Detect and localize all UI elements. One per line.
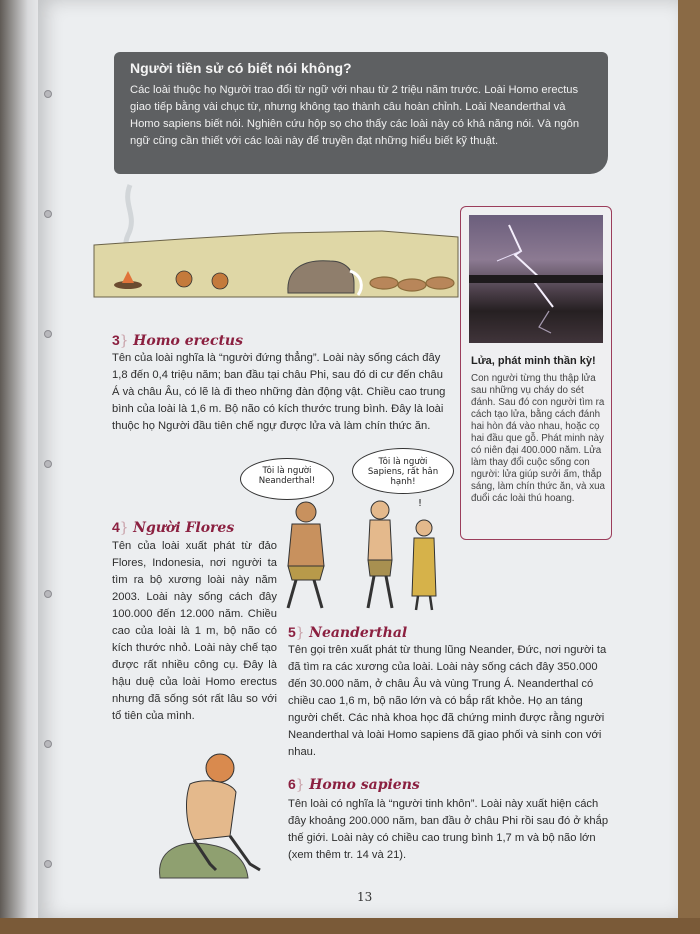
section-text: Tên gọi trên xuất phát từ thung lũng Neander, Đức, nơi người ta đã tìm ra các xương của loài. Loài này sống cách đây 350.000 đến 30.000 năm, ở châu Âu và vùng Trung Á. Neanderthal có chiều cao 1,6 m, bộ não lớn và có bắp rất khỏe. Họ an táng người chết. Các nhà khoa học đã chứng minh được rằng người Neanderthal và loài Homo sapiens đã giao phối và sinh con với nhau. [288, 644, 607, 758]
info-box-text: Các loài thuộc họ Người trao đổi từ ngữ với nhau từ 2 triệu năm trước. Loài Homo erectus giao tiếp bằng vài chục từ, nhưng không tạo thành câu hoàn chỉnh. Loài Neanderthal và Homo sapiens biết nói. Nghiên cứu hộp sọ cho thấy các loài này có khả năng nói. Và ngôn ngữ cũng cần thiết với các loài này để truyền đạt những hiểu biết kỹ thuật. [130, 84, 580, 147]
section-title: Homo erectus [133, 333, 243, 349]
section-heading: 3} Homo erectus [112, 332, 243, 349]
speech-bubble-sapiens: Tôi là người Sapiens, rất hân hạnh! [352, 448, 454, 494]
binding-stitch [44, 90, 52, 98]
section-heading: 6} Homo sapiens [288, 776, 420, 793]
section-title: Người Flores [133, 520, 235, 536]
binding-stitch [44, 330, 52, 338]
sidebar-title: Lửa, phát minh thần kỳ! [471, 355, 596, 367]
info-box-title: Người tiền sử có biết nói không? [130, 60, 352, 76]
section-heading: 4} Người Flores [112, 519, 235, 536]
page-number: 13 [357, 890, 373, 904]
section-text: Tên của loài xuất phát từ đảo Flores, Indonesia, nơi người ta tìm ra bộ xương loài này năm 2003. Loài này sống cách đây 100.000 đến 12.000 năm. Chiều cao của loài là 1 m, bộ não có kích thước nhỏ. Loài này chế tạo được rất nhiều công cụ. Đây là hậu duệ của loài Homo erectus nhưng đã sống sót rất lâu so với tổ tiên của mình. [112, 540, 277, 722]
sidebar-text: Con người từng thu thập lửa sau những vụ cháy do sét đánh. Sau đó con người tìm ra cách tạo lửa, bằng cách đánh hai hòn đá vào nhau, hoặc cọ hai đầu que gỗ. Phát minh này có niên đại 400.000 năm. Lửa làm thay đổi cuộc sống con người: lửa giúp sưởi ấm, thắp sáng, làm chín thức ăn, và xua đuổi các loài thú hoang. [471, 373, 605, 504]
section-text: Tên của loài nghĩa là “người đứng thẳng”. Loài này sống cách đây 1,8 đến 0,4 triệu năm; ban đầu tại châu Phi, sau đó di cư đến châu Á và châu Âu, có lẽ là đi theo những đàn động vật. Chiều cao trung bình của loài là 1,6 m. Bộ não có kích thước trung bình. Đây là loài thuộc họ Người đầu tiên chế ngự được lửa và làm chín thức ăn. [112, 352, 446, 432]
section-title: Homo sapiens [309, 777, 420, 793]
thinker-illustration [150, 740, 280, 880]
speech-bubble-neanderthal: Tôi là người Neanderthal! [240, 458, 334, 500]
fire-sidebar [460, 206, 612, 540]
lightning-photo [469, 215, 603, 343]
three-humans-illustration [268, 496, 448, 614]
binding-stitch [44, 740, 52, 748]
binding-stitch [44, 210, 52, 218]
binding-stitch [44, 860, 52, 868]
section-text: Tên loài có nghĩa là “người tinh khôn”. Loài này xuất hiện cách đây khoảng 200.000 năm, ban đầu ở châu Phi rồi sau đó ở khắp thế giới. Loài này có chiều cao trung bình 1,7 m và bộ não lớn (xem thêm tr. 14 và 21). [288, 798, 609, 861]
binding-stitch [44, 460, 52, 468]
info-box [114, 52, 608, 174]
binding-stitch [44, 590, 52, 598]
book-spine [0, 0, 40, 934]
table-surface [0, 918, 700, 934]
section-heading: 5} Neanderthal [288, 624, 408, 641]
section-title: Neanderthal [309, 625, 408, 641]
hunting-scene-illustration [92, 175, 460, 315]
exclamation-mark: ! [418, 498, 423, 509]
